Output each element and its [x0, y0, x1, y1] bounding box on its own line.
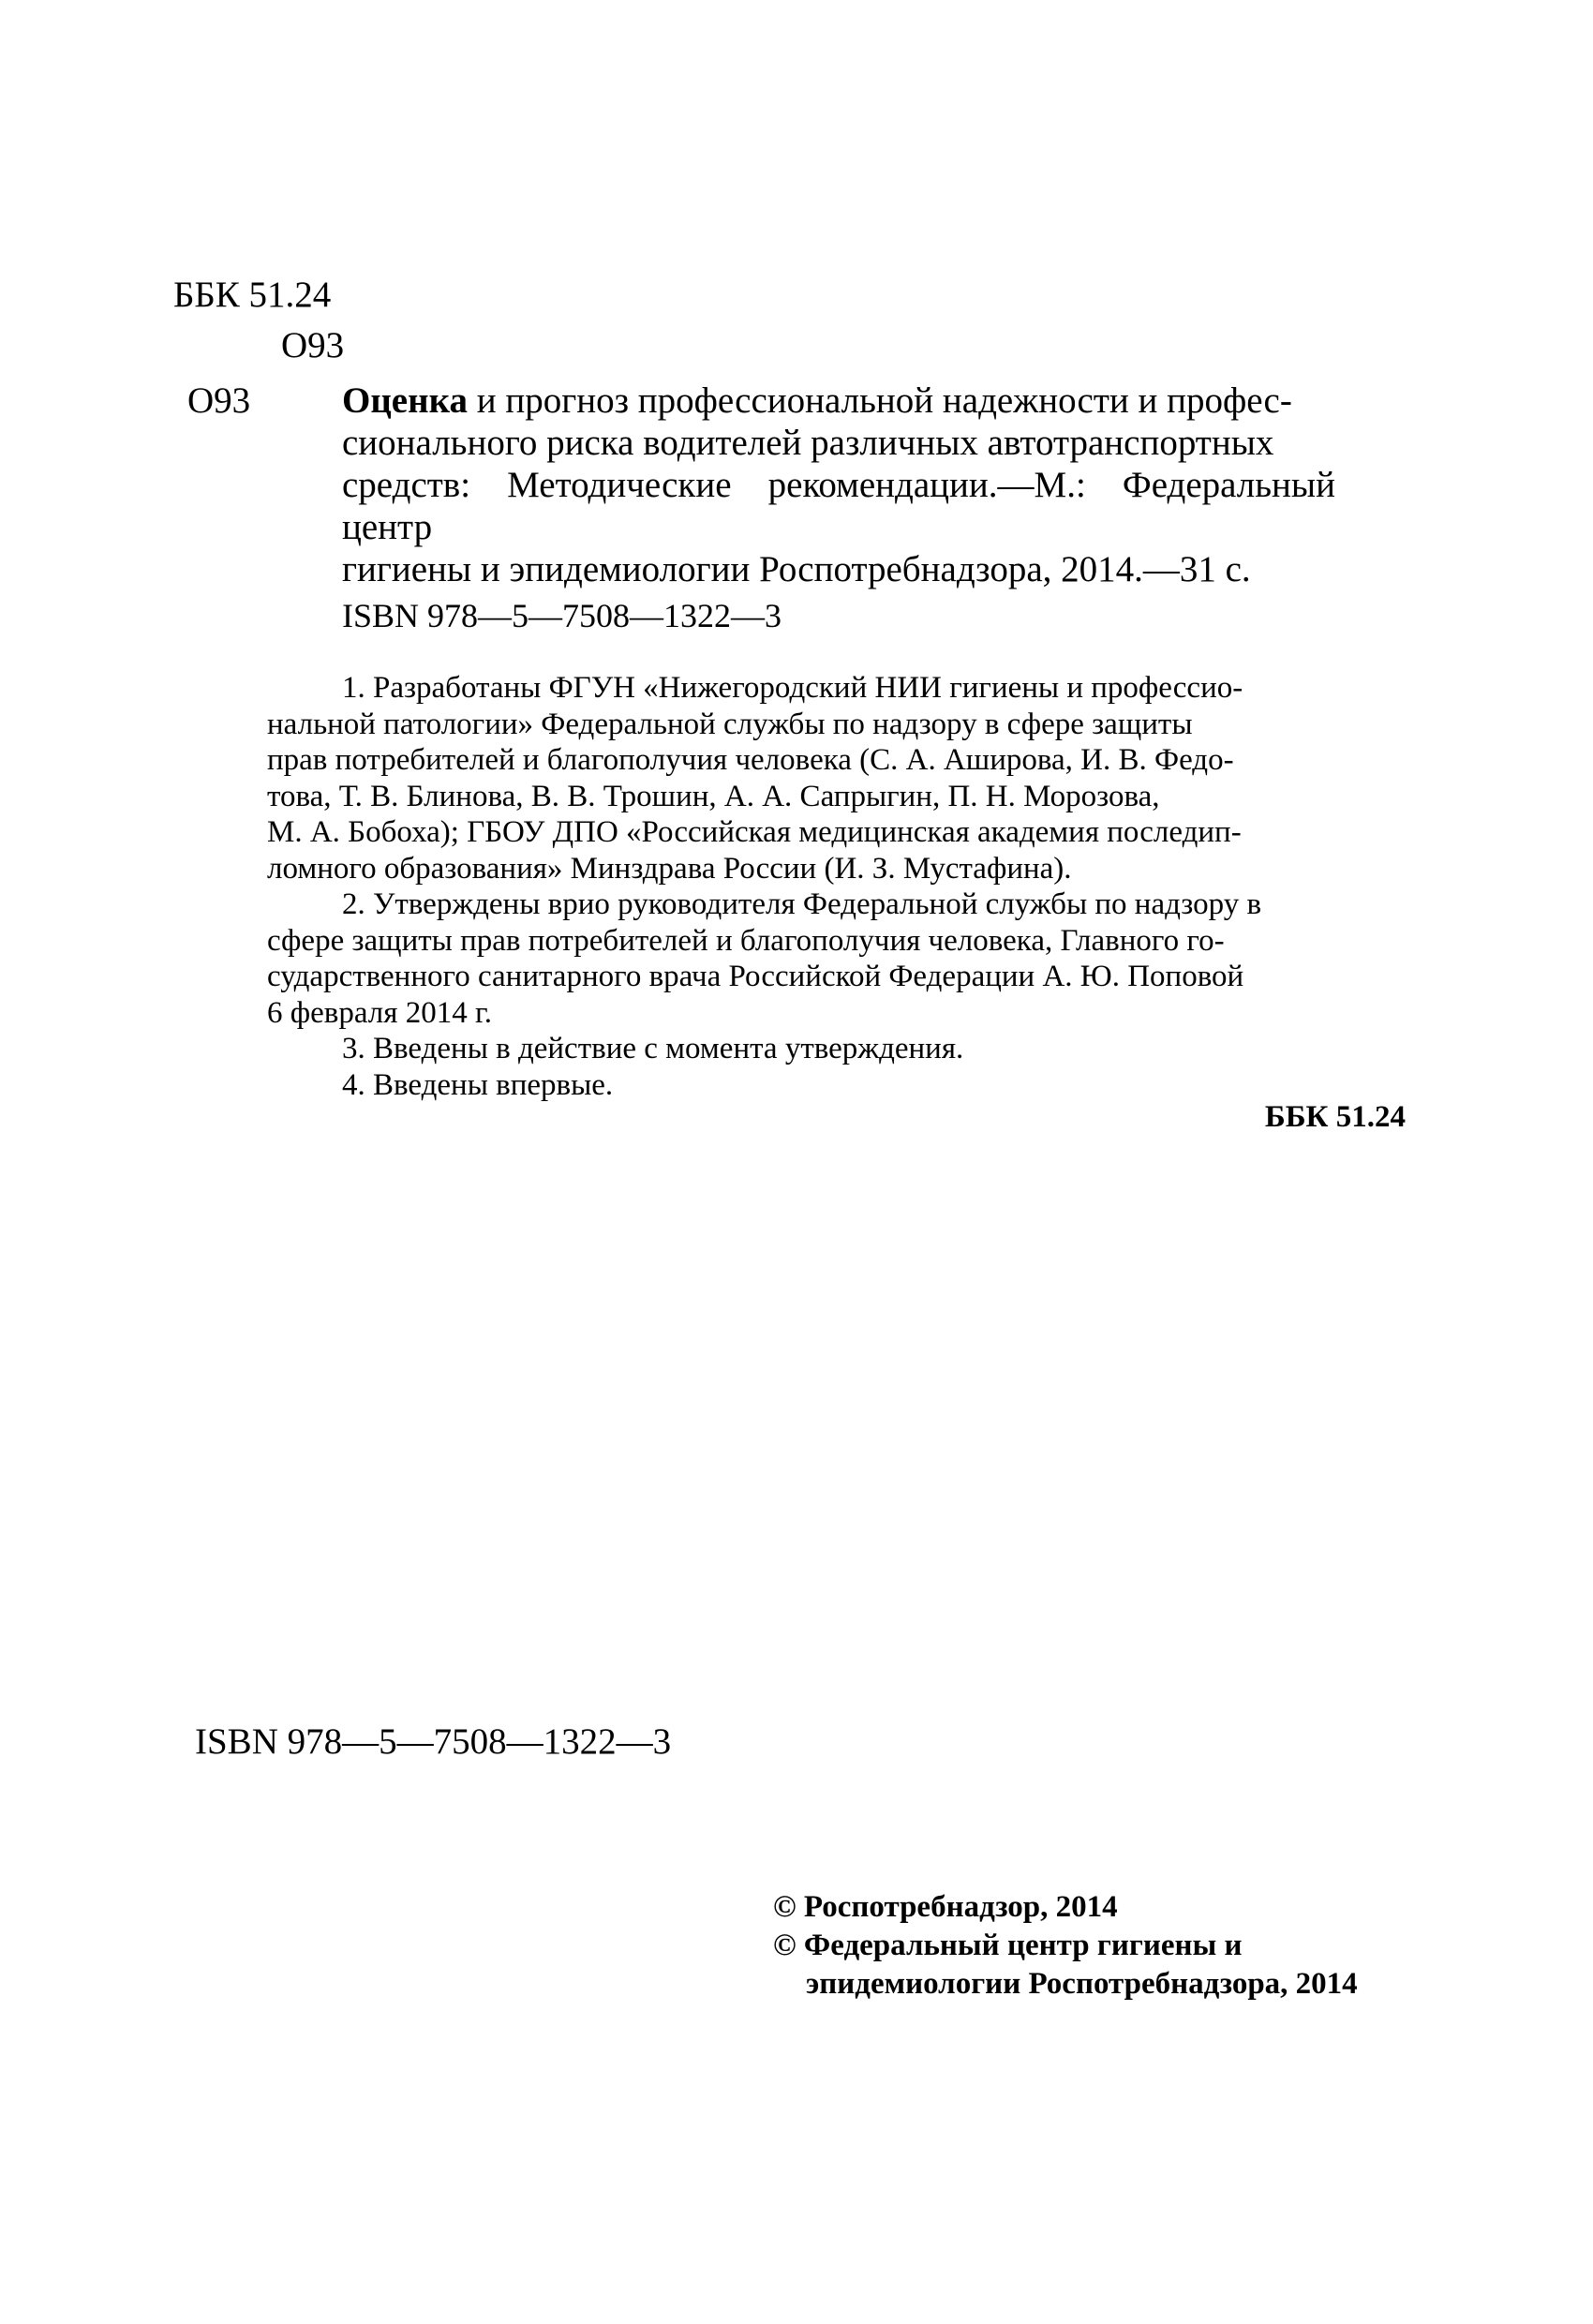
copyright-line-1: © Роспотребнадзор, 2014 [773, 1890, 1118, 1924]
bbk-classification-top [173, 270, 344, 371]
author-sign-top: О93 [281, 325, 345, 365]
entry-author-sign: О93 [187, 380, 251, 421]
entry-title-lead: Оценка [342, 380, 468, 421]
publication-notes [267, 670, 1335, 1103]
bibliographic-entry [342, 380, 1335, 590]
bbk-code: ББК 51.24 [173, 275, 332, 315]
copyright-line-3: эпидемиологии Роспотребнадзора, 2014 [806, 1967, 1358, 2001]
note-effective: 3. Введены в действие с момента утверждения. [342, 1032, 964, 1065]
copyright-line-2: © Федеральный центр гигиены и [773, 1929, 1243, 1962]
note-developed: 1. Разработаны ФГУН «Нижегородский НИИ гигиены и профессио- нальной патологии» Федеральной службы по надзору в сфере защиты прав потребителей и благополучия человека (С. А. Аширова, И. В. Федо- това, Т. В. Блинова, В. В. Трошин, А. А. Сапрыгин, П. Н. Морозова, М. А. Бобоха); ГБОУ ДПО «Российская медицинская академия последип- ломного образования» Минздрава России (И. З. Мустафина). [267, 671, 1243, 886]
note-approved: 2. Утверждены врио руководителя Федеральной службы по надзору в сфере защиты прав потребителей и благополучия человека, Главного го- сударственного санитарного врача Российской Федерации А. Ю. Поповой 6 февраля 2014 г. [267, 887, 1262, 1030]
entry-title-rest: и прогноз профессиональной надежности и профес- сионального риска водителей различных автотранспортных средств: Методические рекомендации.—М.: Федеральный центр гигиены и эпидемиологии Роспотребнадзора, 2014.—31 с. [342, 380, 1335, 589]
note-first-introduced: 4. Введены впервые. [342, 1067, 614, 1102]
isbn-bottom: ISBN 978—5—7508—1322—3 [195, 1721, 672, 1762]
copyright-block [773, 1888, 1358, 2004]
isbn-middle: ISBN 978—5—7508—1322—3 [342, 597, 782, 634]
bbk-classification-bottom: ББК 51.24 [1264, 1100, 1406, 1134]
